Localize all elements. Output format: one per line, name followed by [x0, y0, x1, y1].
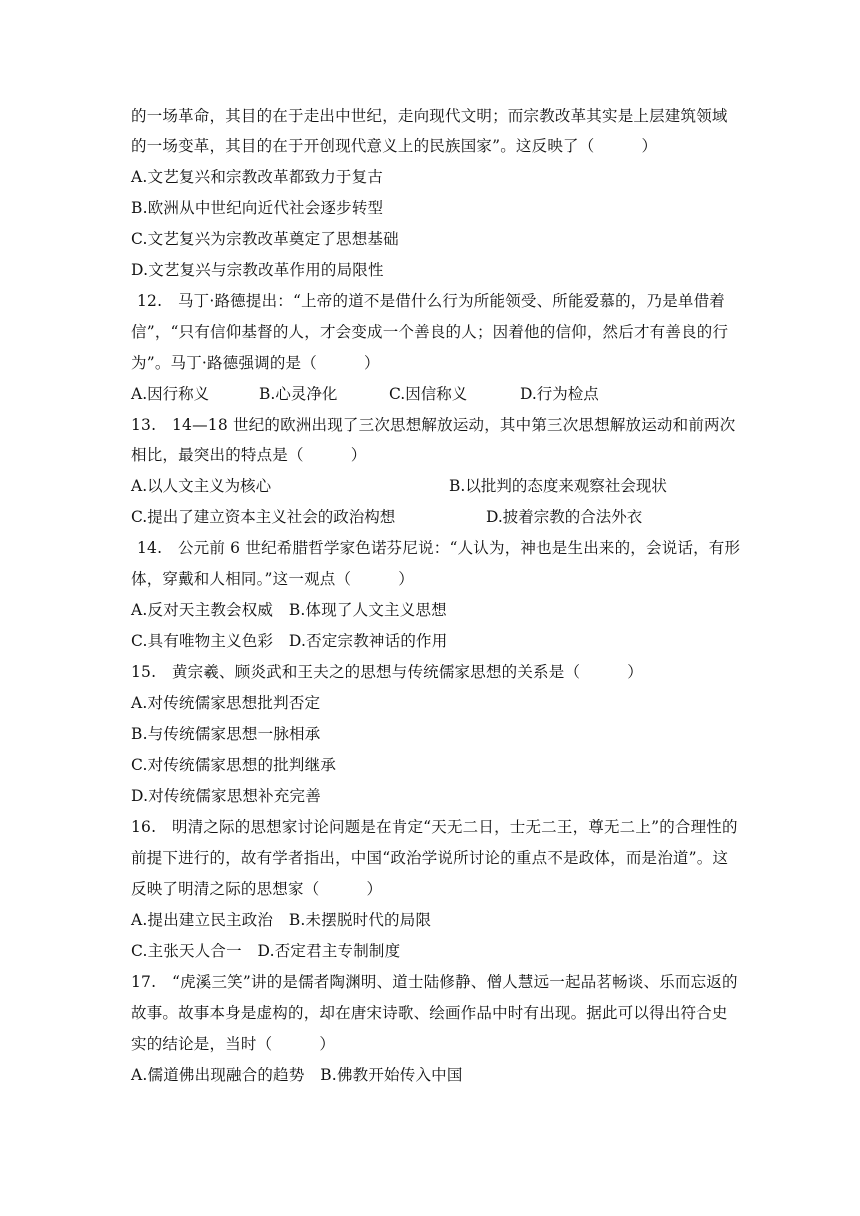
option-line: C.具有唯物主义色彩 D.否定宗教神话的作用 [131, 632, 448, 650]
option-a: A.对传统儒家思想批判否定 [131, 694, 321, 712]
text-line: 信”，“只有信仰基督的人，才会变成一个善良的人；因着他的信仰，然后才有善良的行 [131, 323, 729, 341]
text-line: 故事。故事本身是虚构的，却在唐宋诗歌、绘画作品中时有出现。据此可以得出符合史 [131, 1004, 728, 1022]
option-d: D.对传统儒家思想补充完善 [131, 787, 321, 805]
option-b: B.欧洲从中世纪向近代社会逐步转型 [131, 199, 384, 217]
q13-option-c: C.提出了建立资本主义社会的政治构想 [131, 508, 396, 526]
q12-option-d: D.行为检点 [520, 385, 599, 403]
question-17: 17. “虎溪三笑”讲的是儒者陶渊明、道士陆修静、僧人慧远一起品茗畅谈、乐而忘返的 [131, 973, 738, 991]
question-12: 12. 马丁·路德提出：“上帝的道不是借什么行为所能领受、所能爱慕的，乃是单借着 [137, 292, 726, 310]
question-16: 16. 明清之际的思想家讨论问题是在肯定“天无二日，士无二王，尊无二上”的合理性的 [131, 818, 738, 836]
option-line: C.主张天人合一 D.否定君主专制制度 [131, 942, 401, 960]
text-line: 反映了明清之际的思想家（ ） [131, 880, 383, 898]
q12-option-b: B.心灵净化 [259, 385, 338, 403]
text-line: 的一场革命，其目的在于走出中世纪，走向现代文明；而宗教改革其实是上层建筑领域 [131, 107, 728, 125]
option-b: B.与传统儒家思想一脉相承 [131, 725, 321, 743]
text-line: 前提下进行的，故有学者指出，中国“政治学说所讨论的重点不是政体，而是治道”。这 [131, 849, 729, 867]
q12-option-a: A.因行称义 [131, 385, 210, 403]
option-c: C.文艺复兴为宗教改革奠定了思想基础 [131, 230, 399, 248]
option-line: A.反对天主教会权威 B.体现了人文主义思想 [131, 601, 447, 619]
option-c: C.对传统儒家思想的批判继承 [131, 756, 337, 774]
q13-option-b: B.以批判的态度来观察社会现状 [449, 477, 667, 495]
q13-option-a: A.以人文主义为核心 [131, 477, 272, 495]
question-14: 14. 公元前 6 世纪希腊哲学家色诺芬尼说：“人认为，神也是生出来的，会说话，有形 [137, 539, 741, 557]
q12-option-c: C.因信称义 [389, 385, 468, 403]
text-line: 体，穿戴和人相同。”这一观点（ ） [131, 570, 414, 588]
option-line: A.儒道佛出现融合的趋势 B.佛教开始传入中国 [131, 1066, 463, 1084]
question-13: 13. 14—18 世纪的欧洲出现了三次思想解放运动，其中第三次思想解放运动和前两次 [131, 416, 736, 434]
q13-option-d: D.披着宗教的合法外衣 [486, 508, 643, 526]
question-15: 15. 黄宗羲、顾炎武和王夫之的思想与传统儒家思想的关系是（ ） [131, 663, 643, 681]
text-line: 实的结论是，当时（ ） [131, 1035, 336, 1053]
option-a: A.文艺复兴和宗教改革都致力于复古 [131, 168, 384, 186]
option-line: A.提出建立民主政治 B.未摆脱时代的局限 [131, 911, 432, 929]
text-line: 相比，最突出的特点是（ ） [131, 446, 367, 464]
text-line: 为”。马丁·路德强调的是（ ） [131, 354, 380, 372]
option-d: D.文艺复兴与宗教改革作用的局限性 [131, 261, 384, 279]
text-line: 的一场变革，其目的在于开创现代意义上的民族国家”。这反映了（ ） [131, 137, 658, 155]
